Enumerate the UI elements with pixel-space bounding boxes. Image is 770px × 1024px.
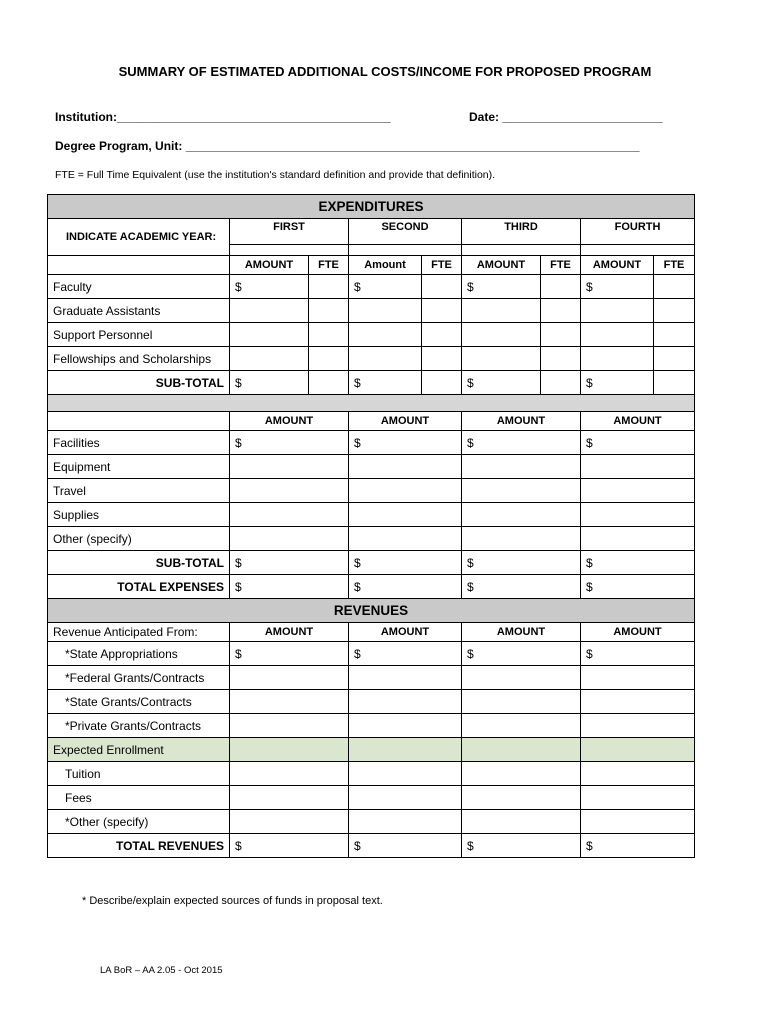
row-label-graduate-assistants: Graduate Assistants [48,299,230,323]
table-row [48,575,695,599]
amount-cell[interactable]: $ [230,431,349,455]
amount-cell[interactable] [462,527,581,551]
amount-cell[interactable]: $ [462,275,541,299]
amount-cell[interactable] [230,299,309,323]
institution-line[interactable] [55,110,391,124]
table-row [48,275,695,299]
amount-cell[interactable] [462,323,541,347]
enrollment-cell[interactable] [581,738,695,762]
row-label-fees: Fees [48,786,230,810]
table-row [48,371,695,395]
row-label-faculty: Faculty [48,275,230,299]
row-label-facilities: Facilities [48,431,230,455]
amount-cell[interactable] [581,323,654,347]
table-row [48,834,695,858]
amount-cell[interactable] [349,762,462,786]
amount-cell[interactable] [462,347,541,371]
table-row [48,762,695,786]
fte-cell[interactable] [309,323,349,347]
row-label-fellowships: Fellowships and Scholarships [48,347,230,371]
fte-cell[interactable] [654,275,695,299]
table-row [48,786,695,810]
revenue-anticipated-label: Revenue Anticipated From: [48,623,230,642]
amount-cell[interactable]: $ [349,834,462,858]
amount-cell[interactable] [462,762,581,786]
header-spacer [48,412,230,431]
amount-header: AMOUNT [230,623,349,642]
amount-cell[interactable] [581,666,695,690]
amount-cell[interactable]: $ [349,551,462,575]
amount-cell[interactable]: $ [462,834,581,858]
row-label-state-appropriations: *State Appropriations [48,642,230,666]
fte-header: FTE [541,256,581,275]
amount-cell[interactable] [349,810,462,834]
amount-cell[interactable] [349,503,462,527]
fte-cell[interactable] [654,323,695,347]
amount-cell[interactable] [349,299,422,323]
amount-cell[interactable] [230,479,349,503]
amount-header: AMOUNT [349,623,462,642]
amount-cell[interactable]: $ [462,642,581,666]
amount-cell[interactable] [349,479,462,503]
year-second-header: SECOND [349,219,462,245]
amount-cell[interactable] [230,690,349,714]
amount-cell[interactable] [230,714,349,738]
row-label-supplies: Supplies [48,503,230,527]
amount-cell[interactable] [462,786,581,810]
fte-cell[interactable] [654,371,695,395]
fte-cell[interactable] [309,299,349,323]
amount-header: AMOUNT [230,412,349,431]
amount-header: Amount [349,256,422,275]
amount-cell[interactable] [462,503,581,527]
amount-cell[interactable] [349,714,462,738]
amount-cell[interactable] [230,455,349,479]
amount-cell[interactable] [581,714,695,738]
amount-cell[interactable]: $ [349,642,462,666]
amount-header: AMOUNT [230,256,309,275]
amount-cell[interactable] [462,714,581,738]
amount-cell[interactable] [581,810,695,834]
table-row [48,299,695,323]
amount-cell[interactable] [581,347,654,371]
section-separator [48,395,695,412]
amount-cell[interactable] [230,666,349,690]
amount-cell[interactable] [581,690,695,714]
amount-cell[interactable]: $ [581,642,695,666]
enrollment-cell[interactable] [349,738,462,762]
amount-cell[interactable]: $ [462,431,581,455]
row-label-federal-grants: *Federal Grants/Contracts [48,666,230,690]
table-row [48,666,695,690]
year-third-input[interactable] [462,245,581,256]
amount-cell[interactable] [349,323,422,347]
fte-header: FTE [654,256,695,275]
table-row [48,810,695,834]
amount-cell[interactable] [230,527,349,551]
fte-cell[interactable] [654,347,695,371]
amount-cell[interactable]: $ [230,575,349,599]
amount-cell[interactable] [581,503,695,527]
amount-cell[interactable]: $ [230,275,309,299]
total-expenses-label: TOTAL EXPENSES [48,575,230,599]
amount-cell[interactable] [349,527,462,551]
amount-cell[interactable]: $ [349,371,422,395]
amount-cell[interactable] [230,323,309,347]
fte-cell[interactable] [309,371,349,395]
amount-cell[interactable] [230,762,349,786]
amount-cell[interactable] [349,666,462,690]
amount-cell[interactable]: $ [349,431,462,455]
fte-cell[interactable] [541,371,581,395]
amount-cell[interactable] [230,810,349,834]
fte-cell[interactable] [541,323,581,347]
subtotal-label: SUB-TOTAL [48,371,230,395]
amount-cell[interactable]: $ [462,371,541,395]
table-row [48,323,695,347]
fte-cell[interactable] [541,275,581,299]
row-label-travel: Travel [48,479,230,503]
row-label-private-grants: *Private Grants/Contracts [48,714,230,738]
date-label: Date: [469,110,500,124]
amount-cell[interactable]: $ [462,551,581,575]
amount-header: AMOUNT [581,623,695,642]
year-second-input[interactable] [349,245,462,256]
amount-header: AMOUNT [349,412,462,431]
academic-year-prompt: INDICATE ACADEMIC YEAR: [48,219,230,256]
year-fourth-input[interactable] [581,245,695,256]
fte-cell[interactable] [422,323,462,347]
row-label-other: Other (specify) [48,527,230,551]
amount-cell[interactable] [462,299,541,323]
row-label-tuition: Tuition [48,762,230,786]
amount-cell[interactable]: $ [230,834,349,858]
row-label-equipment: Equipment [48,455,230,479]
institution-field[interactable]: _________________________________________ [116,110,391,124]
row-label-support-personnel: Support Personnel [48,323,230,347]
table-row [48,690,695,714]
amount-header: AMOUNT [462,412,581,431]
amount-header: AMOUNT [581,256,654,275]
amount-cell[interactable]: $ [230,642,349,666]
amount-cell[interactable] [581,455,695,479]
table-row [48,431,695,455]
fte-cell[interactable] [422,275,462,299]
amount-cell[interactable] [462,810,581,834]
amount-cell[interactable]: $ [230,371,309,395]
amount-cell[interactable] [581,762,695,786]
amount-cell[interactable] [581,527,695,551]
amount-cell[interactable] [230,786,349,810]
table-row [48,347,695,371]
amount-header: AMOUNT [462,256,541,275]
fte-cell[interactable] [541,347,581,371]
enrollment-cell[interactable] [230,738,349,762]
institution-label: Institution: [55,110,117,124]
amount-cell[interactable] [230,347,309,371]
amount-cell[interactable]: $ [349,575,462,599]
total-revenues-label: TOTAL REVENUES [48,834,230,858]
degree-line[interactable] [55,139,640,153]
amount-cell[interactable] [581,299,654,323]
header-spacer [48,256,230,275]
table-row [48,551,695,575]
amount-cell[interactable]: $ [581,431,695,455]
year-first-input[interactable] [230,245,349,256]
amount-cell[interactable] [581,479,695,503]
amount-header: AMOUNT [581,412,695,431]
table-row [48,527,695,551]
table-row [48,455,695,479]
degree-field[interactable]: ____________________________________________________________________ [185,139,640,153]
amount-cell[interactable] [462,479,581,503]
table-row [48,714,695,738]
amount-cell[interactable]: $ [349,275,422,299]
year-fourth-header: FOURTH [581,219,695,245]
table-row [48,642,695,666]
subtotal-label: SUB-TOTAL [48,551,230,575]
row-label-expected-enrollment: Expected Enrollment [48,738,230,762]
fte-cell[interactable] [422,347,462,371]
fte-cell[interactable] [422,299,462,323]
year-third-header: THIRD [462,219,581,245]
amount-cell[interactable] [349,786,462,810]
amount-cell[interactable]: $ [230,551,349,575]
footnote: * Describe/explain expected sources of funds in proposal text. [82,895,383,907]
fte-note: FTE = Full Time Equivalent (use the institution's standard definition and provide that definition). [55,169,496,181]
amount-cell[interactable]: $ [581,575,695,599]
fte-header: FTE [309,256,349,275]
amount-cell[interactable] [462,455,581,479]
enrollment-cell[interactable] [462,738,581,762]
revenues-banner: REVENUES [48,599,695,623]
amount-cell[interactable]: $ [581,371,654,395]
degree-label: Degree Program, Unit: [55,139,183,153]
fte-cell[interactable] [309,275,349,299]
amount-header: AMOUNT [462,623,581,642]
table-row [48,503,695,527]
date-field[interactable]: ________________________ [502,110,663,124]
amount-cell[interactable]: $ [462,575,581,599]
amount-cell[interactable] [349,347,422,371]
fte-header: FTE [422,256,462,275]
amount-cell[interactable] [462,666,581,690]
fte-cell[interactable] [422,371,462,395]
amount-cell[interactable] [581,786,695,810]
amount-cell[interactable] [349,455,462,479]
amount-cell[interactable]: $ [581,275,654,299]
year-first-header: FIRST [230,219,349,245]
table-row [48,738,695,762]
amount-cell[interactable] [462,690,581,714]
expenditures-banner: EXPENDITURES [48,195,695,219]
document-code: LA BoR – AA 2.05 - Oct 2015 [100,965,223,976]
fte-cell[interactable] [541,299,581,323]
amount-cell[interactable] [230,503,349,527]
form-title: SUMMARY OF ESTIMATED ADDITIONAL COSTS/INCOME FOR PROPOSED PROGRAM [118,64,652,79]
amount-cell[interactable]: $ [581,551,695,575]
fte-cell[interactable] [654,299,695,323]
fte-cell[interactable] [309,347,349,371]
amount-cell[interactable]: $ [581,834,695,858]
cost-income-table [47,194,695,858]
row-label-state-grants: *State Grants/Contracts [48,690,230,714]
amount-cell[interactable] [349,690,462,714]
date-line[interactable] [469,110,663,124]
row-label-other-revenue: *Other (specify) [48,810,230,834]
table-row [48,479,695,503]
